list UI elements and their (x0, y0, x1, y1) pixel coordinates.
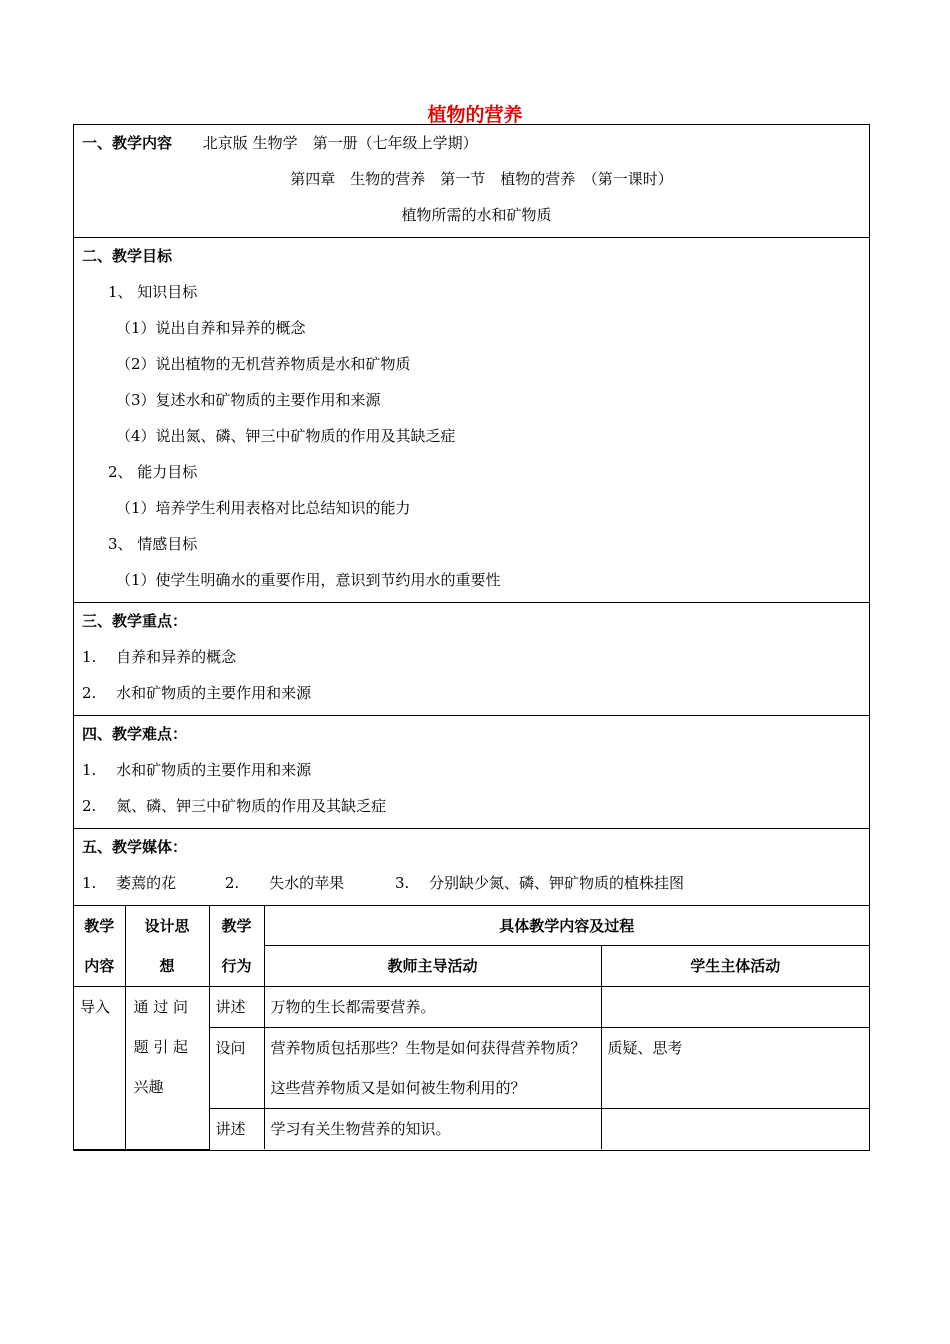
goal-item: （2）说出植物的无机营养物质是水和矿物质 (116, 355, 411, 373)
cell-teacher: 万物的生长都需要营养。 (264, 987, 601, 1028)
header-student: 学生主体活动 (601, 945, 869, 986)
header-action-line2: 行为 (221, 957, 252, 975)
difficult-points-label: 四、教学难点： (82, 725, 188, 743)
teaching-content-label: 一、教学内容 (82, 134, 173, 152)
section-key-points (74, 603, 869, 716)
header-teacher: 教师主导活动 (264, 945, 601, 986)
goal-item: 2、 能力目标 (108, 463, 198, 481)
header-design-line2: 想 (159, 957, 175, 975)
header-design-line1: 设计思 (144, 917, 190, 935)
header-process: 具体教学内容及过程 (264, 906, 869, 945)
media-item: 3. 分别缺少氮、磷、钾矿物质的植株挂图 (394, 874, 685, 892)
media-item: 1. 萎蔫的花 (82, 874, 177, 892)
lesson-process-table (74, 906, 869, 1150)
header-action-line1: 教学 (221, 917, 252, 935)
header-content (74, 906, 125, 987)
cell-design (125, 987, 209, 1150)
cell-student (601, 1109, 869, 1150)
lesson-plan-frame (73, 124, 870, 1151)
design-line: 兴趣 (133, 1078, 164, 1096)
cell-action: 讲述 (209, 1109, 264, 1150)
cell-student: 质疑、思考 (601, 1028, 869, 1109)
document-title: 植物的营养 (427, 104, 523, 126)
goal-item: （3）复述水和矿物质的主要作用和来源 (116, 391, 381, 409)
cell-content: 导入 (74, 987, 125, 1150)
goal-item: （4）说出氮、磷、钾三中矿物质的作用及其缺乏症 (116, 427, 456, 445)
goal-item: 3、 情感目标 (108, 535, 198, 553)
section-difficult-points (74, 716, 869, 829)
header-content-line2: 内容 (84, 957, 115, 975)
key-point-item: 2. 水和矿物质的主要作用和来源 (82, 684, 312, 702)
media-item: 2. 失水的苹果 (224, 874, 345, 892)
chapter-line: 第四章 生物的营养 第一节 植物的营养 （第一课时） (290, 170, 673, 188)
header-design (125, 906, 209, 987)
goal-item: （1）说出自养和异养的概念 (116, 319, 306, 337)
cell-teacher: 营养物质包括那些？生物是如何获得营养物质？这些营养物质又是如何被生物利用的？ (264, 1028, 601, 1109)
teaching-media-line (74, 865, 869, 901)
section-teaching-media (74, 829, 869, 906)
goal-item: （1）培养学生利用表格对比总结知识的能力 (116, 499, 411, 517)
goal-item: （1）使学生明确水的重要作用，意识到节约用水的重要性 (116, 571, 501, 589)
cell-teacher: 学习有关生物营养的知识。 (264, 1109, 601, 1150)
topic-line: 植物所需的水和矿物质 (401, 206, 552, 224)
teaching-media-label: 五、教学媒体： (82, 838, 188, 856)
teaching-content-text: 北京版 生物学 第一册（七年级上学期） (202, 134, 478, 152)
key-points-label: 三、教学重点： (82, 612, 188, 630)
cell-student (601, 987, 869, 1028)
goal-item: 1、 知识目标 (108, 283, 198, 301)
header-action (209, 906, 264, 987)
design-line: 通 过 问 (133, 998, 189, 1016)
section-teaching-content (74, 125, 869, 238)
key-point-item: 1. 自养和异养的概念 (82, 648, 237, 666)
teaching-content-line (74, 125, 869, 161)
teaching-goals-label: 二、教学目标 (82, 247, 173, 265)
difficult-point-item: 1. 水和矿物质的主要作用和来源 (82, 761, 312, 779)
table-row (74, 987, 869, 1028)
header-content-line1: 教学 (84, 917, 115, 935)
cell-action: 讲述 (209, 987, 264, 1028)
difficult-point-item: 2. 氮、磷、钾三中矿物质的作用及其缺乏症 (82, 797, 387, 815)
cell-action: 设问 (209, 1028, 264, 1109)
section-teaching-goals (74, 238, 869, 603)
design-line: 题 引 起 (133, 1038, 189, 1056)
